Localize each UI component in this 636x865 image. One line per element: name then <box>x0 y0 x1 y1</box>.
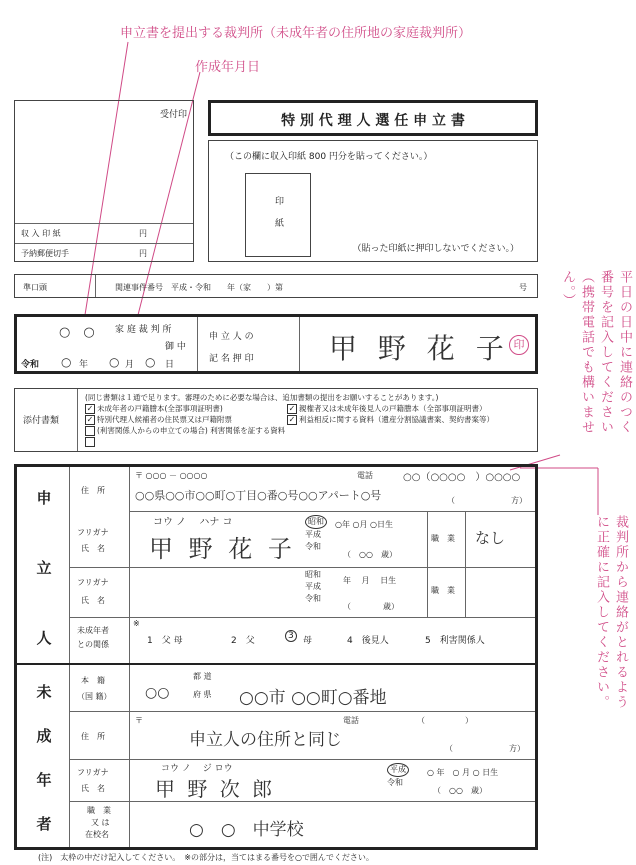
minor-honseki-label: 本 籍 <box>81 676 105 685</box>
minor-todou: 都 道 <box>193 672 212 681</box>
attachment-item <box>85 403 285 414</box>
minor-name-label: 氏 名 <box>81 784 105 793</box>
related-case-row <box>14 274 538 298</box>
relation-label: 未成年者 <box>77 626 109 635</box>
minor-address-value: 申立人の住所と同じ <box>189 730 342 750</box>
relation-option-interested[interactable]: 5 利害関係人 <box>425 636 485 646</box>
court-signature-box <box>14 314 538 374</box>
day-label: 日 <box>165 360 175 370</box>
relation-option-mother[interactable]: 母 <box>303 636 313 646</box>
attachment-item-label: 親権者又は未成年後見人の戸籍謄本（全部事項証明書） <box>299 404 487 413</box>
attachment-checkbox[interactable] <box>85 437 95 447</box>
revenue-stamp-label: 収 入 印 紙 <box>21 229 61 238</box>
court-label: 家 庭 裁 判 所 <box>115 325 172 335</box>
applicant-sign-label: 申 立 人 の <box>209 332 254 342</box>
relation-option-father[interactable]: 2 父 <box>231 636 255 646</box>
day-value: ○ <box>145 355 156 369</box>
side-char-applicant: 人 <box>36 629 52 647</box>
applicant-name-label: 氏 名 <box>81 544 105 553</box>
attachments-intro: (同じ書類は１通で足ります。審理のために必要な場合は、追加書類の提出をお願いすることがあります。) <box>85 393 439 402</box>
attachment-checkbox[interactable]: ✓ <box>288 415 296 424</box>
minor-phone-label: 電話 <box>343 716 359 725</box>
applicant-phone-label: 電話 <box>357 471 373 480</box>
blank-era-list <box>305 569 321 605</box>
stamp-placeholder-label: 印 紙 <box>273 196 283 229</box>
no-seal-note: （貼った印紙に押印しないでください。） <box>352 244 519 254</box>
applicant-phone-value: ○○（○○○○ ）○○○○ <box>403 472 521 483</box>
minor-birth-value: ○ 年 ○ 月 ○ 日生 <box>427 768 499 777</box>
attachment-checkbox[interactable]: ✓ <box>86 404 94 413</box>
applicant-address-value: ○○県○○市○○町○丁目○番○号○○アパート○号 <box>135 489 382 502</box>
side-char-applicant: 立 <box>36 559 52 577</box>
attachments-label: 添付書類 <box>23 416 60 426</box>
side-char-minor: 年 <box>36 771 52 789</box>
attachment-item <box>287 414 494 425</box>
attachment-item <box>287 403 494 414</box>
relation-mark: ※ <box>133 619 140 628</box>
reception-box <box>14 100 194 262</box>
era-showa: 昭和 <box>305 570 321 579</box>
applicant-furigana-value: コウ ノ ハナ コ <box>153 517 233 528</box>
title-box <box>208 100 538 136</box>
attachment-checkbox[interactable]: ✓ <box>86 415 94 424</box>
year-value: ○ <box>61 355 72 369</box>
era-reiwa: 令和 <box>305 594 321 603</box>
minor-honseki-value: ○○市 ○○町○番地 <box>239 688 387 708</box>
minor-furigana-value: コウ ノ ジ ロウ <box>161 764 233 774</box>
side-char-minor: 成 <box>36 727 52 745</box>
year-label: 年 <box>79 360 89 370</box>
applicant-address-label: 住 所 <box>81 486 105 495</box>
postage-label: 予納郵便切手 <box>21 249 69 258</box>
main-table <box>14 464 538 850</box>
reception-label: 受付印 <box>159 110 187 120</box>
applicant-birth-value: ○年 ○月 ○日生 <box>335 520 394 529</box>
attachment-checkbox[interactable]: ✓ <box>288 404 296 413</box>
relation-label2: との関係 <box>77 640 109 649</box>
minor-school-value: ○ ○ 中学校 <box>189 820 304 840</box>
relation-option-mother-circled[interactable]: 3 <box>285 630 297 642</box>
form-title: 特 別 代 理 人 選 任 申 立 書 <box>281 113 465 129</box>
blank-age: （ 歳） <box>343 602 399 611</box>
era-reiwa: 令和 <box>305 542 321 551</box>
attachments-right-list <box>287 403 494 425</box>
address-annotation: 裁判所から連絡がとれるように正確に記入してください。 <box>594 515 628 710</box>
minor-era-list <box>387 763 409 789</box>
applicant-job-value: なし <box>475 529 506 547</box>
phone-annotation: 平日の日中に連絡のつく番号を記入してください（携帯電話でも構いません。） <box>560 270 632 435</box>
minor-kokuseki-label: （国 籍） <box>77 692 112 701</box>
yen-label: 円 <box>139 249 147 258</box>
minor-job-label: 職 業 <box>87 806 111 815</box>
attachment-item <box>85 436 285 447</box>
month-value: ○ <box>109 355 120 369</box>
seal-stamp: 印 <box>509 335 529 355</box>
minor-furigana-label: フリガナ <box>77 768 109 777</box>
side-char-applicant: 申 <box>36 489 52 507</box>
applicant-name-signature: 甲 野 花 子 <box>329 332 510 365</box>
yen-label: 円 <box>139 229 147 238</box>
applicant-name-value: 甲 野 花 子 <box>149 535 296 563</box>
minor-address-label: 住 所 <box>81 732 105 741</box>
applicant-job-label: 職 業 <box>431 534 455 543</box>
stamp-note: （この欄に収入印紙 800 円分を貼ってください。） <box>225 152 433 162</box>
minor-job-label3: 在校名 <box>85 830 109 839</box>
stamp-area <box>208 140 538 262</box>
minor-honseki-pref: ○○ <box>145 685 170 701</box>
attachment-item-label: 特別代理人候補者の住民票又は戸籍附票 <box>97 415 232 424</box>
minor-postal: 〒 <box>135 716 143 725</box>
minor-kata-label: （ 方） <box>445 744 525 753</box>
minor-phone-blank: （ ） <box>417 716 473 725</box>
blank-birth: 年 月 日生 <box>343 576 397 585</box>
relation-option-parents[interactable]: 1 父 母 <box>147 636 183 646</box>
era-heisei: 平成 <box>305 530 321 539</box>
attachment-item-label: 未成年者の戸籍謄本(全部事項証明書) <box>97 404 223 413</box>
month-label: 月 <box>125 360 135 370</box>
applicant-seal-label: 記 名 押 印 <box>209 354 254 364</box>
court-name-handwritten: ○ ○ <box>59 325 95 340</box>
blank-name-label: 氏 名 <box>81 596 105 605</box>
footer-note: (注) 太枠の中だけ記入してください。 ※の部分は，当てはまる番号を○で囲んでください。 <box>38 853 374 862</box>
applicant-kata-label: （ 方） <box>447 496 527 505</box>
blank-furigana-label: フリガナ <box>77 578 109 587</box>
related-case-label: 関連事件番号 平成・令和 年（家 ）第 <box>115 283 283 292</box>
attachment-checkbox[interactable] <box>85 426 95 436</box>
pre-oral-label: 準口頭 <box>23 283 47 292</box>
attachment-item-label: 利益相反に関する資料（遺産分割協議書案、契約書案等） <box>299 415 494 424</box>
gochu-label: 御 中 <box>165 342 186 352</box>
side-char-minor: 者 <box>36 815 52 833</box>
applicant-age-value: （ ○○ 歳） <box>343 550 397 559</box>
minor-job-label2: 又 は <box>91 818 110 827</box>
era-heisei: 平成 <box>305 582 321 591</box>
stamp-placeholder <box>245 173 311 257</box>
era-reiwa: 令和 <box>387 778 403 787</box>
court-annotation: 申立書を提出する裁判所（未成年者の住所地の家庭裁判所） <box>120 26 472 41</box>
minor-name-value: 甲 野 次 郎 <box>155 777 276 801</box>
era-showa-circled: 昭和 <box>305 515 327 529</box>
minor-fuken: 府 県 <box>193 690 212 699</box>
applicant-era-list <box>305 515 327 553</box>
minor-age-value: （ ○○ 歳） <box>433 786 487 795</box>
side-char-minor: 未 <box>36 683 52 701</box>
attachments-left-list <box>85 403 285 447</box>
go-label: 号 <box>519 283 527 292</box>
applicant-furigana-label: フリガナ <box>77 528 109 537</box>
era-heisei-circled: 平成 <box>387 763 409 777</box>
applicant-postal: 〒 ○○○ － ○○○○ <box>135 471 208 480</box>
blank-job-label: 職 業 <box>431 586 455 595</box>
attachments-box <box>14 388 538 452</box>
relation-option-guardian[interactable]: 4 後見人 <box>347 636 389 646</box>
attachment-item <box>85 425 285 436</box>
date-annotation: 作成年月日 <box>195 60 261 75</box>
attachment-item-label: (利害関係人からの申立ての場合) 利害関係を証する資料 <box>97 426 286 435</box>
attachment-item <box>85 414 285 425</box>
era-label: 令和 <box>21 360 40 370</box>
